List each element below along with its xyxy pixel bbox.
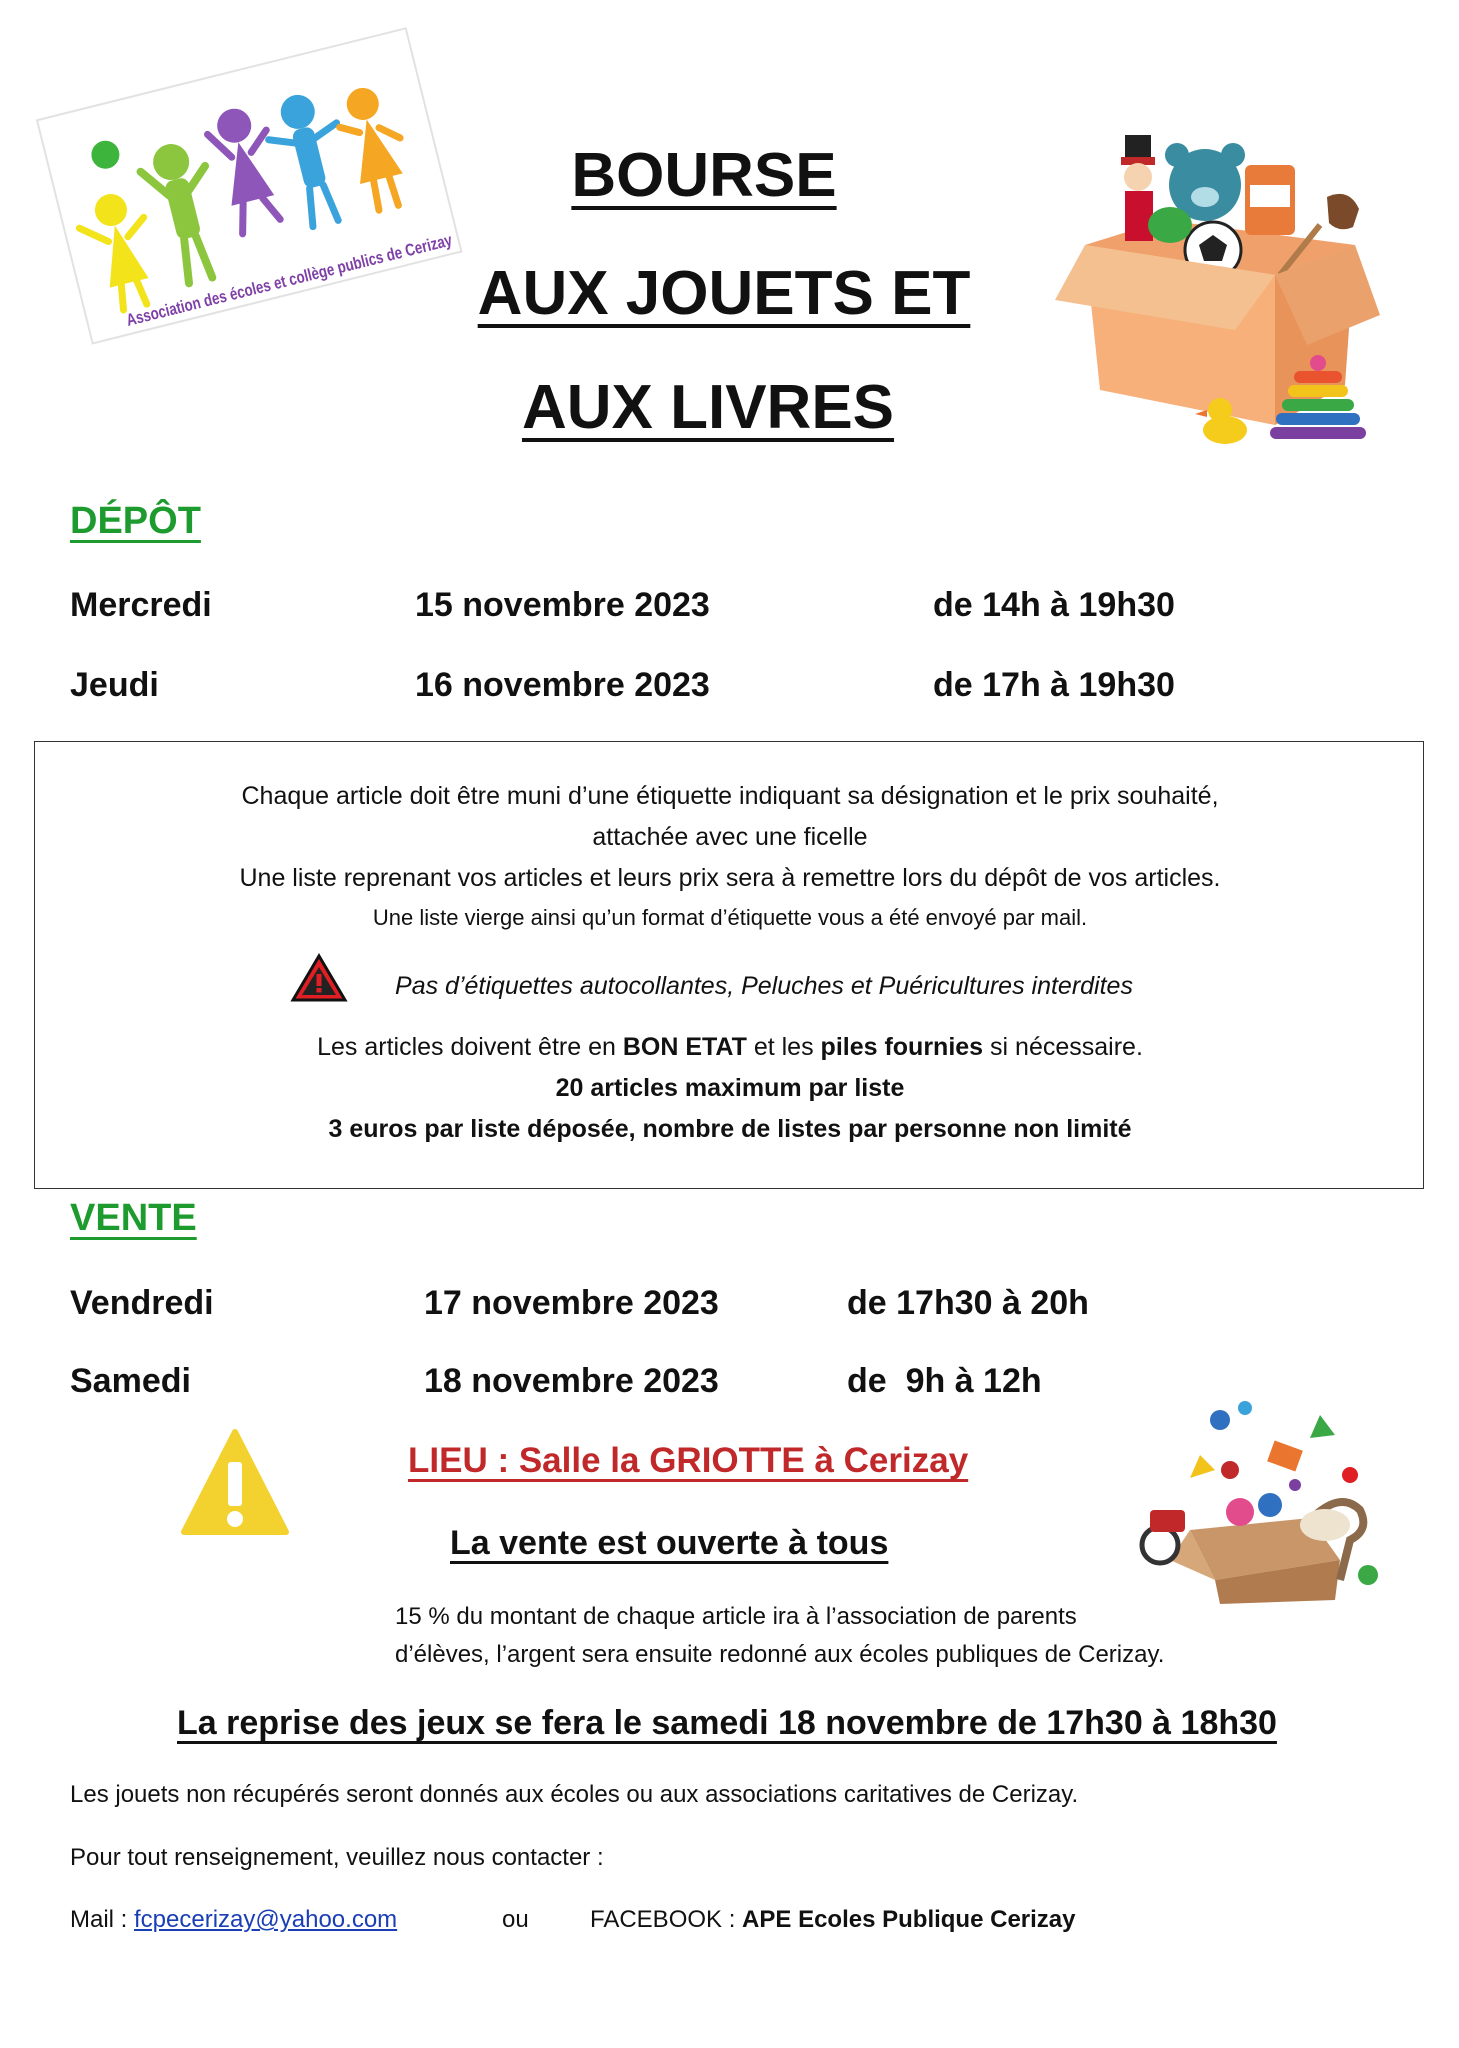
venue-link[interactable]: LIEU : Salle la GRIOTTE à Cerizay — [408, 1441, 969, 1480]
vente-row-2-day: Samedi — [70, 1362, 191, 1400]
percent-line-1: 15 % du montant de chaque article ira à l’association de parents — [395, 1603, 1077, 1630]
state-pre: Les articles doivent être en — [317, 1033, 623, 1061]
unclaimed-toys-note: Les jouets non récupérés seront donnés aux écoles ou aux associations caritatives de Cerizay. — [70, 1781, 1079, 1808]
title-line-1: BOURSE — [571, 141, 837, 210]
depot-row-2-date: 16 novembre 2023 — [415, 666, 710, 704]
rules-line-1: Chaque article doit être muni d’une étiquette indiquant sa désignation et le prix souhaité, — [241, 782, 1219, 810]
state-post: si nécessaire. — [983, 1033, 1143, 1061]
vente-heading: VENTE — [70, 1197, 197, 1239]
facebook-label: FACEBOOK : — [590, 1906, 743, 1933]
rules-line-4: Une liste vierge ainsi qu’un format d’étiquette vous a été envoyé par mail. — [372, 905, 1088, 930]
title-line-2: AUX JOUETS ET — [477, 259, 971, 328]
rules-line-2: attachée avec une ficelle — [592, 823, 868, 851]
rules-line-3: Une liste reprenant vos articles et leurs prix sera à remettre lors du dépôt de vos articles. — [239, 864, 1221, 892]
email-link[interactable]: fcpecerizay@yahoo.com — [134, 1906, 398, 1933]
contact-prompt: Pour tout renseignement, veuillez nous contacter : — [70, 1844, 604, 1871]
vente-row-1-date: 17 novembre 2023 — [424, 1284, 719, 1322]
rules-box — [34, 741, 1424, 1189]
facebook-line — [590, 1906, 1076, 1934]
state-line — [35, 1033, 1425, 1062]
sale-open-to-all: La vente est ouverte à tous — [450, 1524, 889, 1562]
contact-line — [70, 1906, 397, 1934]
vente-row-1-day: Vendredi — [70, 1284, 214, 1322]
warning-text: Pas d’étiquettes autocollantes, Peluches et Puéricultures interdites — [395, 972, 1133, 1000]
state-bold-1: BON ETAT — [622, 1033, 747, 1061]
facebook-page-name[interactable]: APE Ecoles Publique Cerizay — [742, 1906, 1076, 1933]
price-per-list: 3 euros par liste déposée, nombre de listes par personne non limité — [328, 1115, 1132, 1143]
logo-text: Association des écoles et collège publics de Cerizay — [124, 208, 542, 330]
toys-illustration — [1120, 1400, 1380, 1605]
depot-heading: DÉPÔT — [70, 500, 201, 542]
or-text: ou — [502, 1906, 529, 1933]
vente-row-2-date: 18 novembre 2023 — [424, 1362, 719, 1400]
title-line-3: AUX LIVRES — [521, 373, 895, 442]
depot-row-1-hours: de 14h à 19h30 — [933, 586, 1175, 624]
mail-label: Mail : — [70, 1906, 135, 1933]
depot-row-2-day: Jeudi — [70, 666, 159, 704]
max-articles: 20 articles maximum par liste — [555, 1074, 905, 1102]
depot-row-1-day: Mercredi — [70, 586, 212, 624]
vente-row-1-hours: de 17h30 à 20h — [847, 1284, 1089, 1322]
depot-row-1-date: 15 novembre 2023 — [415, 586, 710, 624]
vente-row-2-hours: de 9h à 12h — [847, 1362, 1042, 1400]
percent-line-2: d’élèves, l’argent sera ensuite redonné aux écoles publiques de Cerizay. — [395, 1641, 1165, 1668]
depot-row-2-hours: de 17h à 19h30 — [933, 666, 1175, 704]
pickup-notice: La reprise des jeux se fera le samedi 18 novembre de 17h30 à 18h30 — [177, 1704, 1277, 1742]
attention-sign-icon — [180, 1428, 290, 1538]
state-mid: et les — [746, 1033, 821, 1061]
state-bold-2: piles fournies — [820, 1033, 984, 1061]
